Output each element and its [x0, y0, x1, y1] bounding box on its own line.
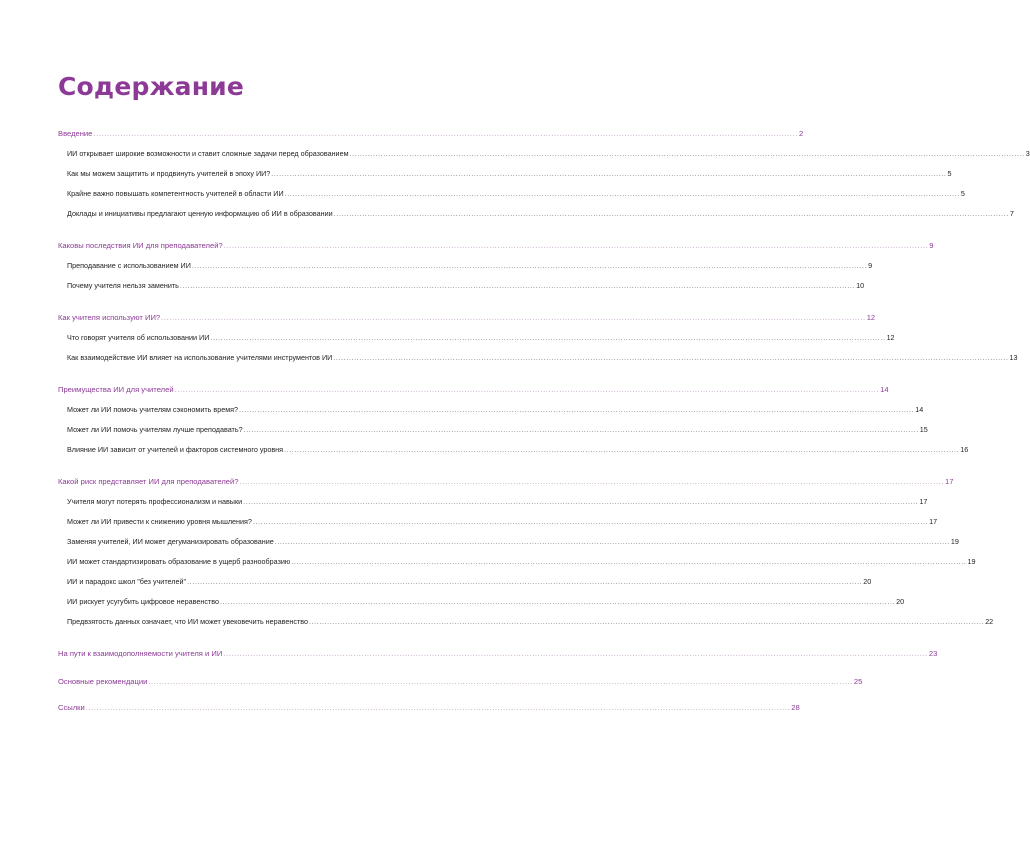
- toc-entry-title: Влияние ИИ зависит от учителей и факторов системного уровня: [67, 445, 284, 454]
- toc-entry-title: Может ли ИИ помочь учителям сэкономить время?: [67, 405, 239, 414]
- toc-subsection-entry[interactable]: [67, 556, 976, 568]
- toc-page-number: 22: [985, 617, 994, 626]
- toc-entry-title: ИИ может стандартизировать образование в ущерб разнообразию: [67, 557, 291, 566]
- toc-subsection-entry[interactable]: [67, 148, 1030, 160]
- toc-page-number: 3: [1025, 149, 1030, 158]
- toc-leader-dots: ....................................................................................................................................................................................................................................................................: [219, 597, 896, 606]
- toc-leader-dots: ....................................................................................................................................................................................................................................................................: [243, 425, 919, 434]
- toc-leader-dots: ....................................................................................................................................................................................................................................................................: [274, 537, 950, 546]
- toc-page-number: 5: [947, 169, 952, 178]
- toc-entry-title: Почему учителя нельзя заменить: [67, 281, 179, 290]
- toc-page-number: 14: [880, 385, 889, 394]
- toc-page-number: 20: [863, 577, 872, 586]
- toc-page-number: 19: [967, 557, 976, 566]
- toc-page-number: 9: [929, 241, 934, 250]
- toc-entry-title: Учителя могут потерять профессионализм и навыки: [67, 497, 243, 506]
- toc-leader-dots: ....................................................................................................................................................................................................................................................................: [191, 261, 868, 270]
- toc-page-number: 16: [960, 445, 969, 454]
- toc-entry-title: Может ли ИИ помочь учителям лучше преподавать?: [67, 425, 243, 434]
- toc-subsection-entry[interactable]: [67, 332, 895, 344]
- toc-leader-dots: ....................................................................................................................................................................................................................................................................: [174, 385, 880, 394]
- toc-subsection-entry[interactable]: [67, 536, 959, 548]
- toc-entry-title: Что говорят учителя об использовании ИИ: [67, 333, 210, 342]
- toc-section-entry[interactable]: [58, 676, 863, 688]
- toc-section-entry[interactable]: [58, 476, 954, 488]
- toc-section-entry[interactable]: [58, 384, 889, 396]
- toc-page-number: 10: [856, 281, 865, 290]
- toc-page-number: 25: [853, 677, 863, 686]
- toc-entry-title: Может ли ИИ привести к снижению уровня мышления?: [67, 517, 252, 526]
- toc-entry-title: Как учителя используют ИИ?: [58, 313, 161, 322]
- toc-leader-dots: ....................................................................................................................................................................................................................................................................: [308, 617, 985, 626]
- toc-leader-dots: ....................................................................................................................................................................................................................................................................: [271, 169, 947, 178]
- toc-leader-dots: ....................................................................................................................................................................................................................................................................: [161, 313, 866, 322]
- toc-leader-dots: ....................................................................................................................................................................................................................................................................: [187, 577, 863, 586]
- toc-entry-title: Каковы последствия ИИ для преподавателей?: [58, 241, 223, 250]
- toc-page-number: 12: [866, 313, 876, 322]
- toc-entry-title: Ссылки: [58, 703, 85, 712]
- toc-leader-dots: ....................................................................................................................................................................................................................................................................: [179, 281, 856, 290]
- toc-page-number: 17: [919, 497, 928, 506]
- toc-page-number: 17: [929, 517, 938, 526]
- toc-section-entry[interactable]: [58, 648, 938, 660]
- toc-subsection-entry[interactable]: [67, 576, 872, 588]
- toc-page-number: 5: [960, 189, 965, 198]
- toc-leader-dots: ....................................................................................................................................................................................................................................................................: [243, 497, 919, 506]
- toc-entry-title: Преподавание с использованием ИИ: [67, 261, 191, 270]
- toc-page-number: 13: [1009, 353, 1018, 362]
- toc-leader-dots: ....................................................................................................................................................................................................................................................................: [93, 129, 798, 138]
- toc-entry-title: Предвзятость данных означает, что ИИ может увековечить неравенство: [67, 617, 308, 626]
- toc-entry-title: Преимущества ИИ для учителей: [58, 385, 174, 394]
- toc-leader-dots: ....................................................................................................................................................................................................................................................................: [223, 649, 928, 658]
- toc-page-number: 9: [868, 261, 873, 270]
- toc-subsection-entry[interactable]: [67, 280, 865, 292]
- toc-entry-title: Крайне важно повышать компетентность учителей в области ИИ: [67, 189, 284, 198]
- toc-entry-title: ИИ рискует усугубить цифровое неравенство: [67, 597, 219, 606]
- toc-entry-title: Как мы можем защитить и продвинуть учителей в эпоху ИИ?: [67, 169, 271, 178]
- toc-entry-title: Основные рекомендации: [58, 677, 148, 686]
- toc-subsection-entry[interactable]: [67, 352, 1018, 364]
- toc-subsection-entry[interactable]: [67, 168, 952, 180]
- toc-leader-dots: ....................................................................................................................................................................................................................................................................: [284, 189, 960, 198]
- toc-page-number: 17: [945, 477, 954, 486]
- toc-page-number: 28: [791, 703, 800, 712]
- toc-subsection-entry[interactable]: [67, 188, 965, 200]
- toc-page-number: 12: [886, 333, 895, 342]
- toc-section-entry[interactable]: [58, 240, 934, 252]
- toc-subsection-entry[interactable]: [67, 404, 924, 416]
- toc-page-number: 14: [915, 405, 924, 414]
- toc-leader-dots: ....................................................................................................................................................................................................................................................................: [239, 477, 945, 486]
- toc-leader-dots: ....................................................................................................................................................................................................................................................................: [210, 333, 886, 342]
- toc-subsection-entry[interactable]: [67, 444, 969, 456]
- toc-leader-dots: ....................................................................................................................................................................................................................................................................: [349, 149, 1025, 158]
- toc-page-number: 20: [896, 597, 905, 606]
- toc-subsection-entry[interactable]: [67, 260, 873, 272]
- toc-page-number: 15: [919, 425, 928, 434]
- toc-entry-title: Как взаимодействие ИИ влияет на использование учителями инструментов ИИ: [67, 353, 333, 362]
- toc-entry-title: Какой риск представляет ИИ для преподавателей?: [58, 477, 239, 486]
- toc-leader-dots: ....................................................................................................................................................................................................................................................................: [223, 241, 929, 250]
- toc-entry-title: На пути к взаимодополняемости учителя и ИИ: [58, 649, 223, 658]
- toc-page-number: 2: [798, 129, 804, 138]
- toc-entry-title: Заменяя учителей, ИИ может дегуманизировать образование: [67, 537, 274, 546]
- toc-page-number: 23: [928, 649, 938, 658]
- toc-page-number: 7: [1009, 209, 1014, 218]
- toc-entry-title: Введение: [58, 129, 93, 138]
- toc-leader-dots: ....................................................................................................................................................................................................................................................................: [148, 677, 853, 686]
- toc-leader-dots: ....................................................................................................................................................................................................................................................................: [333, 209, 1009, 218]
- toc-leader-dots: ....................................................................................................................................................................................................................................................................: [284, 445, 960, 454]
- toc-entry-title: ИИ и парадокс школ "без учителей": [67, 577, 187, 586]
- toc-entry-title: ИИ открывает широкие возможности и ставит сложные задачи перед образованием: [67, 149, 349, 158]
- toc-subsection-entry[interactable]: [67, 596, 905, 608]
- toc-section-entry[interactable]: [58, 702, 800, 714]
- toc-subsection-entry[interactable]: [67, 616, 994, 628]
- toc-leader-dots: ....................................................................................................................................................................................................................................................................: [239, 405, 915, 414]
- toc-page-number: 19: [950, 537, 959, 546]
- toc-leader-dots: ....................................................................................................................................................................................................................................................................: [252, 517, 929, 526]
- toc-subsection-entry[interactable]: [67, 496, 928, 508]
- toc-entry-title: Доклады и инициативы предлагают ценную информацию об ИИ в образовании: [67, 209, 333, 218]
- toc-subsection-entry[interactable]: [67, 208, 1014, 220]
- toc-section-entry[interactable]: [58, 128, 804, 140]
- toc-leader-dots: ....................................................................................................................................................................................................................................................................: [291, 557, 967, 566]
- toc-subsection-entry[interactable]: [67, 424, 928, 436]
- toc-section-entry[interactable]: [58, 312, 876, 324]
- page-title: Содержание: [58, 72, 245, 101]
- toc-leader-dots: ....................................................................................................................................................................................................................................................................: [333, 353, 1009, 362]
- toc-subsection-entry[interactable]: [67, 516, 938, 528]
- toc-leader-dots: ....................................................................................................................................................................................................................................................................: [85, 703, 791, 712]
